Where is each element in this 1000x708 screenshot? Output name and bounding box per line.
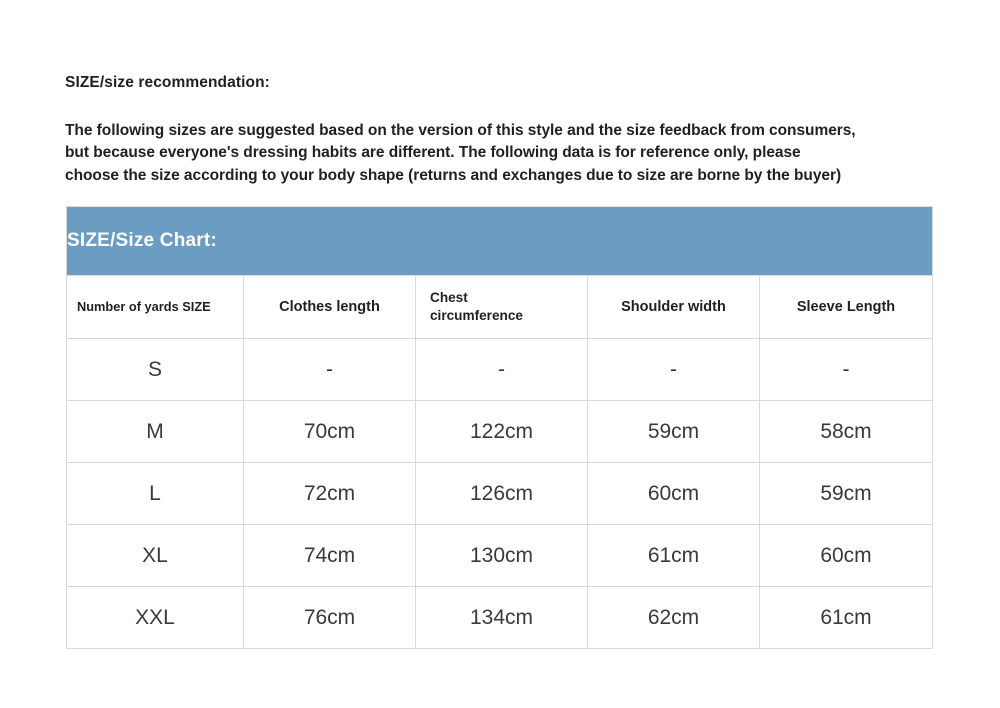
header-chest-line-1: Chest (430, 289, 468, 305)
table-row (67, 339, 933, 401)
table-row (67, 401, 933, 463)
cell-size: S (67, 339, 244, 401)
cell-chest: 134cm (416, 587, 588, 649)
cell-clothes-length: 76cm (244, 587, 416, 649)
cell-sleeve: 58cm (760, 401, 933, 463)
cell-size: XXL (67, 587, 244, 649)
chart-banner-cell (67, 207, 933, 276)
page-title: SIZE/size recommendation: (65, 74, 270, 91)
intro-line-3: choose the size according to your body shape (returns and exchanges due to size are borne by the buyer) (65, 166, 842, 184)
cell-shoulder: 62cm (588, 587, 760, 649)
cell-clothes-length: 70cm (244, 401, 416, 463)
intro-paragraph (65, 120, 945, 187)
chart-banner-row (67, 207, 933, 276)
cell-sleeve: 60cm (760, 525, 933, 587)
cell-chest: 122cm (416, 401, 588, 463)
cell-chest: 130cm (416, 525, 588, 587)
cell-size: XL (67, 525, 244, 587)
cell-sleeve: 59cm (760, 463, 933, 525)
header-sleeve-length: Sleeve Length (760, 276, 933, 339)
table-header-row (67, 276, 933, 339)
cell-shoulder: 59cm (588, 401, 760, 463)
cell-chest: 126cm (416, 463, 588, 525)
intro-line-2: but because everyone's dressing habits are different. The following data is for reference only, please (65, 144, 801, 162)
table-row (67, 587, 933, 649)
cell-clothes-length: 72cm (244, 463, 416, 525)
table-row (67, 525, 933, 587)
cell-chest: - (416, 339, 588, 401)
cell-size: M (67, 401, 244, 463)
cell-size: L (67, 463, 244, 525)
table-row (67, 463, 933, 525)
header-clothes-length: Clothes length (244, 276, 416, 339)
intro-line-1: The following sizes are suggested based on the version of this style and the size feedback from consumers, (65, 122, 856, 139)
header-chest-line-2: circumference (430, 308, 523, 323)
cell-clothes-length: 74cm (244, 525, 416, 587)
size-chart-table (66, 206, 933, 649)
cell-shoulder: 60cm (588, 463, 760, 525)
header-shoulder-width: Shoulder width (588, 276, 760, 339)
cell-shoulder: - (588, 339, 760, 401)
header-size: Number of yards SIZE (67, 276, 244, 339)
cell-sleeve: - (760, 339, 933, 401)
header-chest-circumference (416, 276, 588, 339)
chart-banner-label: SIZE/Size Chart: (67, 230, 217, 251)
cell-sleeve: 61cm (760, 587, 933, 649)
size-chart-container (66, 206, 932, 649)
cell-shoulder: 61cm (588, 525, 760, 587)
cell-clothes-length: - (244, 339, 416, 401)
